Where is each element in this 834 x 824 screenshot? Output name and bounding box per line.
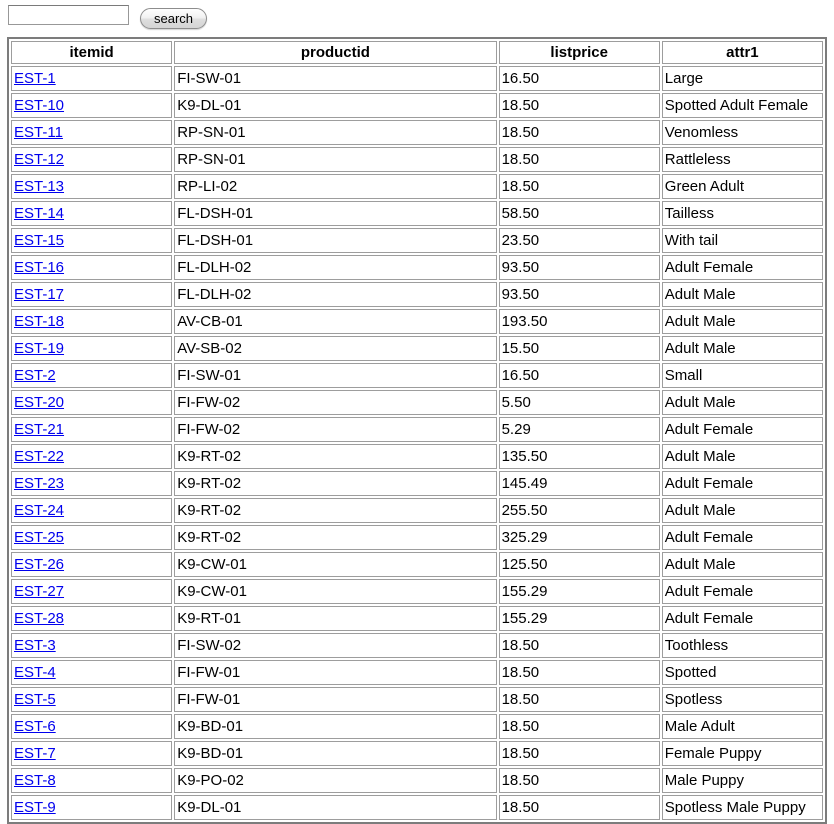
listprice-cell: 18.50: [499, 174, 660, 199]
listprice-cell: 125.50: [499, 552, 660, 577]
table-row: [11, 228, 823, 253]
itemid-cell: [11, 282, 172, 307]
listprice-cell: 18.50: [499, 687, 660, 712]
table-row: [11, 795, 823, 820]
table-row: [11, 201, 823, 226]
productid-cell: K9-RT-02: [174, 525, 496, 550]
listprice-cell: 15.50: [499, 336, 660, 361]
table-row: [11, 417, 823, 442]
itemid-cell: [11, 768, 172, 793]
itemid-link[interactable]: EST-4: [14, 664, 56, 681]
items-table: [7, 37, 827, 824]
productid-cell: K9-RT-02: [174, 498, 496, 523]
attr1-cell: Male Puppy: [662, 768, 823, 793]
table-row: [11, 444, 823, 469]
itemid-link[interactable]: EST-2: [14, 367, 56, 384]
itemid-link[interactable]: EST-9: [14, 799, 56, 816]
table-row: [11, 336, 823, 361]
productid-cell: K9-RT-02: [174, 471, 496, 496]
itemid-link[interactable]: EST-14: [14, 205, 65, 222]
itemid-cell: [11, 714, 172, 739]
attr1-cell: Adult Female: [662, 606, 823, 631]
attr1-cell: Spotted Adult Female: [662, 93, 823, 118]
listprice-cell: 155.29: [499, 606, 660, 631]
itemid-cell: [11, 498, 172, 523]
table-row: [11, 255, 823, 280]
column-header-listprice: listprice: [499, 41, 660, 64]
itemid-link[interactable]: EST-25: [14, 529, 65, 546]
productid-cell: FL-DSH-01: [174, 228, 496, 253]
listprice-cell: 145.49: [499, 471, 660, 496]
listprice-cell: 18.50: [499, 120, 660, 145]
attr1-cell: Spotted: [662, 660, 823, 685]
column-header-itemid: itemid: [11, 41, 172, 64]
table-row: [11, 363, 823, 388]
listprice-cell: 18.50: [499, 93, 660, 118]
itemid-link[interactable]: EST-17: [14, 286, 65, 303]
column-header-attr1: attr1: [662, 41, 823, 64]
itemid-cell: [11, 309, 172, 334]
table-row: [11, 147, 823, 172]
productid-cell: K9-DL-01: [174, 93, 496, 118]
itemid-link[interactable]: EST-8: [14, 772, 56, 789]
itemid-cell: [11, 201, 172, 226]
table-row: [11, 606, 823, 631]
listprice-cell: 325.29: [499, 525, 660, 550]
attr1-cell: Male Adult: [662, 714, 823, 739]
productid-cell: RP-SN-01: [174, 147, 496, 172]
productid-cell: FL-DLH-02: [174, 282, 496, 307]
itemid-link[interactable]: EST-7: [14, 745, 56, 762]
itemid-cell: [11, 174, 172, 199]
listprice-cell: 18.50: [499, 768, 660, 793]
attr1-cell: Adult Female: [662, 417, 823, 442]
table-row: [11, 282, 823, 307]
listprice-cell: 93.50: [499, 282, 660, 307]
listprice-cell: 193.50: [499, 309, 660, 334]
search-button[interactable]: search: [140, 8, 207, 29]
itemid-link[interactable]: EST-27: [14, 583, 65, 600]
itemid-link[interactable]: EST-22: [14, 448, 65, 465]
productid-cell: FI-FW-01: [174, 687, 496, 712]
listprice-cell: 255.50: [499, 498, 660, 523]
itemid-link[interactable]: EST-24: [14, 502, 65, 519]
itemid-cell: [11, 255, 172, 280]
itemid-cell: [11, 228, 172, 253]
productid-cell: RP-LI-02: [174, 174, 496, 199]
itemid-link[interactable]: EST-18: [14, 313, 65, 330]
table-row: [11, 633, 823, 658]
itemid-link[interactable]: EST-16: [14, 259, 65, 276]
itemid-link[interactable]: EST-3: [14, 637, 56, 654]
listprice-cell: 155.29: [499, 579, 660, 604]
table-row: [11, 66, 823, 91]
table-row: [11, 768, 823, 793]
productid-cell: FL-DLH-02: [174, 255, 496, 280]
listprice-cell: 16.50: [499, 363, 660, 388]
itemid-link[interactable]: EST-13: [14, 178, 65, 195]
listprice-cell: 5.29: [499, 417, 660, 442]
attr1-cell: Adult Male: [662, 336, 823, 361]
itemid-link[interactable]: EST-12: [14, 151, 65, 168]
itemid-link[interactable]: EST-11: [14, 124, 63, 141]
attr1-cell: Small: [662, 363, 823, 388]
table-row: [11, 471, 823, 496]
attr1-cell: Large: [662, 66, 823, 91]
itemid-link[interactable]: EST-21: [14, 421, 65, 438]
itemid-cell: [11, 660, 172, 685]
productid-cell: FI-SW-02: [174, 633, 496, 658]
listprice-cell: 18.50: [499, 660, 660, 685]
itemid-cell: [11, 147, 172, 172]
itemid-cell: [11, 390, 172, 415]
attr1-cell: Adult Female: [662, 471, 823, 496]
itemid-link[interactable]: EST-1: [14, 70, 56, 87]
productid-cell: FL-DSH-01: [174, 201, 496, 226]
itemid-cell: [11, 633, 172, 658]
listprice-cell: 93.50: [499, 255, 660, 280]
itemid-cell: [11, 444, 172, 469]
table-body: [11, 66, 823, 820]
attr1-cell: Spotless Male Puppy: [662, 795, 823, 820]
productid-cell: K9-RT-02: [174, 444, 496, 469]
itemid-cell: [11, 120, 172, 145]
itemid-cell: [11, 93, 172, 118]
search-input[interactable]: [8, 5, 129, 25]
productid-cell: FI-SW-01: [174, 66, 496, 91]
column-header-productid: productid: [174, 41, 496, 64]
table-row: [11, 552, 823, 577]
attr1-cell: With tail: [662, 228, 823, 253]
productid-cell: AV-SB-02: [174, 336, 496, 361]
itemid-cell: [11, 552, 172, 577]
attr1-cell: Adult Female: [662, 255, 823, 280]
attr1-cell: Adult Female: [662, 579, 823, 604]
attr1-cell: Adult Male: [662, 498, 823, 523]
productid-cell: AV-CB-01: [174, 309, 496, 334]
itemid-cell: [11, 795, 172, 820]
attr1-cell: Adult Female: [662, 525, 823, 550]
attr1-cell: Spotless: [662, 687, 823, 712]
productid-cell: FI-FW-02: [174, 390, 496, 415]
table-row: [11, 309, 823, 334]
itemid-cell: [11, 471, 172, 496]
table-row: [11, 741, 823, 766]
listprice-cell: 16.50: [499, 66, 660, 91]
attr1-cell: Adult Male: [662, 552, 823, 577]
attr1-cell: Adult Male: [662, 282, 823, 307]
listprice-cell: 18.50: [499, 147, 660, 172]
table-row: [11, 93, 823, 118]
productid-cell: RP-SN-01: [174, 120, 496, 145]
table-row: [11, 660, 823, 685]
itemid-cell: [11, 66, 172, 91]
itemid-link[interactable]: EST-5: [14, 691, 56, 708]
table-row: [11, 174, 823, 199]
itemid-link[interactable]: EST-19: [14, 340, 65, 357]
productid-cell: K9-CW-01: [174, 579, 496, 604]
listprice-cell: 5.50: [499, 390, 660, 415]
productid-cell: FI-SW-01: [174, 363, 496, 388]
itemid-cell: [11, 687, 172, 712]
listprice-cell: 18.50: [499, 795, 660, 820]
attr1-cell: Tailless: [662, 201, 823, 226]
header-row: [11, 41, 823, 64]
itemid-link[interactable]: EST-20: [14, 394, 65, 411]
itemid-link[interactable]: EST-15: [14, 232, 65, 249]
listprice-cell: 18.50: [499, 633, 660, 658]
table-row: [11, 525, 823, 550]
attr1-cell: Adult Male: [662, 390, 823, 415]
attr1-cell: Adult Male: [662, 309, 823, 334]
productid-cell: K9-RT-01: [174, 606, 496, 631]
itemid-cell: [11, 363, 172, 388]
table-row: [11, 579, 823, 604]
table-row: [11, 390, 823, 415]
table-row: [11, 498, 823, 523]
table-row: [11, 714, 823, 739]
itemid-link[interactable]: EST-26: [14, 556, 65, 573]
attr1-cell: Venomless: [662, 120, 823, 145]
productid-cell: FI-FW-01: [174, 660, 496, 685]
listprice-cell: 18.50: [499, 741, 660, 766]
attr1-cell: Rattleless: [662, 147, 823, 172]
productid-cell: K9-BD-01: [174, 714, 496, 739]
listprice-cell: 18.50: [499, 714, 660, 739]
listprice-cell: 135.50: [499, 444, 660, 469]
itemid-cell: [11, 741, 172, 766]
attr1-cell: Female Puppy: [662, 741, 823, 766]
productid-cell: K9-DL-01: [174, 795, 496, 820]
attr1-cell: Green Adult: [662, 174, 823, 199]
attr1-cell: Toothless: [662, 633, 823, 658]
itemid-cell: [11, 579, 172, 604]
productid-cell: K9-PO-02: [174, 768, 496, 793]
search-bar: [8, 5, 827, 31]
itemid-cell: [11, 417, 172, 442]
productid-cell: K9-CW-01: [174, 552, 496, 577]
itemid-cell: [11, 336, 172, 361]
itemid-link[interactable]: EST-6: [14, 718, 56, 735]
productid-cell: K9-BD-01: [174, 741, 496, 766]
itemid-link[interactable]: EST-28: [14, 610, 65, 627]
listprice-cell: 58.50: [499, 201, 660, 226]
itemid-link[interactable]: EST-10: [14, 97, 65, 114]
attr1-cell: Adult Male: [662, 444, 823, 469]
itemid-link[interactable]: EST-23: [14, 475, 65, 492]
listprice-cell: 23.50: [499, 228, 660, 253]
itemid-cell: [11, 606, 172, 631]
table-row: [11, 687, 823, 712]
itemid-cell: [11, 525, 172, 550]
productid-cell: FI-FW-02: [174, 417, 496, 442]
table-row: [11, 120, 823, 145]
